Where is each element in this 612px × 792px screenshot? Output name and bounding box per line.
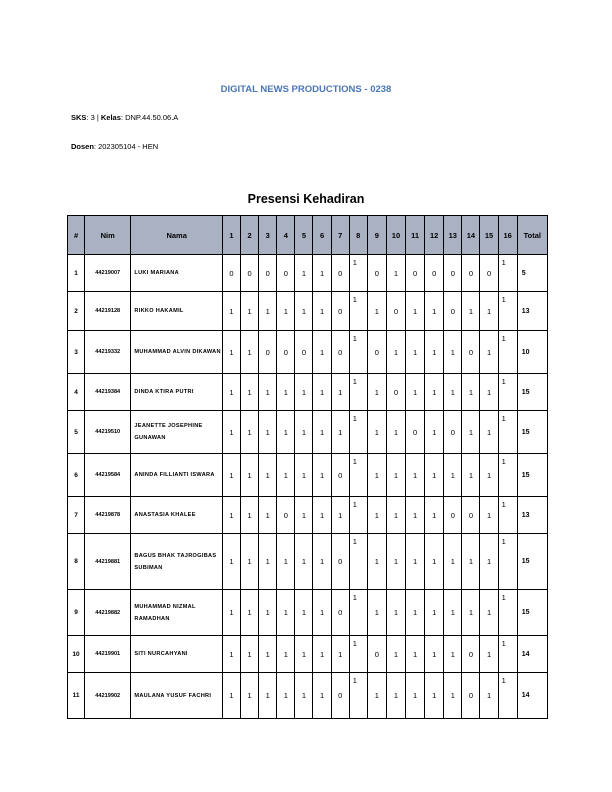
- attendance-cell: 1: [386, 534, 405, 590]
- table-row: [68, 497, 548, 534]
- student-nim: 44219510: [85, 411, 131, 454]
- column-header: Total: [517, 216, 547, 255]
- attendance-cell: 0: [277, 331, 295, 374]
- attendance-cell: 0: [462, 497, 480, 534]
- dosen-value: : 202305104 - HEN: [93, 142, 159, 151]
- attendance-cell: 1: [462, 374, 480, 411]
- table-row: [68, 673, 548, 719]
- attendance-cell: 1: [386, 590, 405, 636]
- attendance-cell: 1: [222, 534, 240, 590]
- attendance-cell: 1: [349, 411, 367, 454]
- attendance-cell: 1: [222, 454, 240, 497]
- attendance-cell: 1: [295, 374, 313, 411]
- attendance-cell: 1: [241, 374, 259, 411]
- attendance-cell: 1: [295, 292, 313, 331]
- table-body: [68, 255, 548, 719]
- row-number: 11: [68, 673, 85, 719]
- student-name: SITI NURCAHYANI: [131, 636, 223, 673]
- attendance-cell: 0: [331, 673, 349, 719]
- attendance-cell: 1: [349, 292, 367, 331]
- attendance-cell: 0: [462, 673, 480, 719]
- attendance-cell: 1: [277, 636, 295, 673]
- attendance-cell: 0: [295, 331, 313, 374]
- attendance-cell: 1: [386, 411, 405, 454]
- attendance-cell: 1: [406, 636, 425, 673]
- attendance-cell: 1: [425, 497, 444, 534]
- attendance-cell: 0: [367, 331, 386, 374]
- attendance-cell: 0: [444, 411, 462, 454]
- student-nim: 44219584: [85, 454, 131, 497]
- student-name: ANINDA FILLIANTI ISWARA: [131, 454, 223, 497]
- table-row: [68, 411, 548, 454]
- row-number: 5: [68, 411, 85, 454]
- attendance-total: 10: [517, 331, 547, 374]
- attendance-cell: 1: [222, 331, 240, 374]
- attendance-cell: 0: [222, 255, 240, 292]
- attendance-cell: 1: [425, 411, 444, 454]
- attendance-cell: 1: [313, 590, 331, 636]
- student-name: BAGUS BHAK TAJROGIBAS SUBIMAN: [131, 534, 223, 590]
- attendance-cell: 1: [406, 497, 425, 534]
- attendance-cell: 1: [313, 534, 331, 590]
- attendance-cell: 1: [331, 374, 349, 411]
- attendance-cell: 1: [498, 590, 517, 636]
- attendance-cell: 1: [349, 331, 367, 374]
- column-header: 6: [313, 216, 331, 255]
- attendance-cell: 1: [349, 454, 367, 497]
- attendance-total: 15: [517, 411, 547, 454]
- attendance-cell: 1: [386, 673, 405, 719]
- attendance-cell: 1: [241, 292, 259, 331]
- attendance-cell: 1: [259, 636, 277, 673]
- attendance-cell: 1: [295, 590, 313, 636]
- column-header: 5: [295, 216, 313, 255]
- student-nim: 44219881: [85, 534, 131, 590]
- attendance-cell: 1: [406, 331, 425, 374]
- attendance-total: 14: [517, 673, 547, 719]
- attendance-total: 15: [517, 454, 547, 497]
- attendance-total: 14: [517, 636, 547, 673]
- attendance-cell: 1: [480, 292, 498, 331]
- attendance-cell: 1: [444, 331, 462, 374]
- attendance-cell: 0: [386, 292, 405, 331]
- column-header: 2: [241, 216, 259, 255]
- attendance-cell: 0: [331, 255, 349, 292]
- table-row: [68, 331, 548, 374]
- row-number: 6: [68, 454, 85, 497]
- table-row: [68, 292, 548, 331]
- attendance-cell: 1: [425, 454, 444, 497]
- attendance-cell: 1: [222, 636, 240, 673]
- attendance-cell: 1: [498, 331, 517, 374]
- attendance-cell: 1: [313, 374, 331, 411]
- attendance-cell: 1: [331, 497, 349, 534]
- attendance-cell: 1: [386, 454, 405, 497]
- row-number: 10: [68, 636, 85, 673]
- attendance-cell: 0: [331, 454, 349, 497]
- attendance-cell: 0: [259, 331, 277, 374]
- attendance-cell: 1: [386, 497, 405, 534]
- attendance-cell: 1: [386, 636, 405, 673]
- student-name: JEANETTE JOSEPHINE GUNAWAN: [131, 411, 223, 454]
- attendance-cell: 0: [406, 255, 425, 292]
- attendance-cell: 0: [444, 292, 462, 331]
- attendance-cell: 1: [386, 331, 405, 374]
- attendance-cell: 1: [295, 673, 313, 719]
- column-header: Nim: [85, 216, 131, 255]
- attendance-cell: 1: [480, 534, 498, 590]
- attendance-total: 15: [517, 590, 547, 636]
- attendance-cell: 1: [241, 331, 259, 374]
- attendance-cell: 1: [444, 534, 462, 590]
- attendance-cell: 1: [259, 590, 277, 636]
- section-title: Presensi Kehadiran: [247, 192, 365, 206]
- column-header: 13: [444, 216, 462, 255]
- attendance-cell: 1: [406, 454, 425, 497]
- attendance-cell: 1: [313, 636, 331, 673]
- attendance-cell: 1: [295, 497, 313, 534]
- attendance-cell: 1: [331, 411, 349, 454]
- column-header: 8: [349, 216, 367, 255]
- attendance-cell: 1: [313, 255, 331, 292]
- course-info-line: [71, 113, 178, 122]
- table-row: [68, 534, 548, 590]
- attendance-cell: 1: [241, 673, 259, 719]
- attendance-cell: 1: [349, 374, 367, 411]
- attendance-cell: 1: [444, 374, 462, 411]
- attendance-cell: 1: [498, 673, 517, 719]
- attendance-cell: 1: [425, 292, 444, 331]
- attendance-cell: 1: [480, 411, 498, 454]
- row-number: 3: [68, 331, 85, 374]
- column-header: 11: [406, 216, 425, 255]
- student-name: MUHAMMAD ALVIN DIKAWAN: [131, 331, 223, 374]
- row-number: 8: [68, 534, 85, 590]
- attendance-cell: 1: [462, 534, 480, 590]
- attendance-cell: 1: [444, 590, 462, 636]
- attendance-cell: 1: [425, 636, 444, 673]
- attendance-cell: 1: [259, 534, 277, 590]
- attendance-cell: 1: [277, 454, 295, 497]
- attendance-cell: 0: [425, 255, 444, 292]
- attendance-cell: 1: [295, 636, 313, 673]
- attendance-cell: 1: [241, 411, 259, 454]
- student-name: DINDA KTIRA PUTRI: [131, 374, 223, 411]
- attendance-cell: 1: [222, 590, 240, 636]
- attendance-table: [67, 215, 548, 719]
- kelas-label: Kelas: [100, 113, 121, 122]
- attendance-cell: 1: [480, 331, 498, 374]
- attendance-cell: 1: [222, 673, 240, 719]
- attendance-cell: 1: [406, 590, 425, 636]
- attendance-cell: 0: [386, 374, 405, 411]
- attendance-cell: 1: [367, 590, 386, 636]
- attendance-cell: 1: [406, 673, 425, 719]
- attendance-cell: 1: [241, 454, 259, 497]
- attendance-cell: 1: [349, 534, 367, 590]
- row-number: 2: [68, 292, 85, 331]
- attendance-cell: 1: [425, 673, 444, 719]
- attendance-cell: 1: [295, 534, 313, 590]
- attendance-cell: 1: [367, 374, 386, 411]
- student-nim: 44219882: [85, 590, 131, 636]
- attendance-cell: 1: [367, 292, 386, 331]
- attendance-cell: 0: [406, 411, 425, 454]
- column-header: 9: [367, 216, 386, 255]
- attendance-cell: 1: [480, 590, 498, 636]
- attendance-cell: 1: [462, 454, 480, 497]
- attendance-cell: 1: [462, 292, 480, 331]
- attendance-cell: 1: [444, 454, 462, 497]
- table-row: [68, 374, 548, 411]
- student-name: LUKI MARIANA: [131, 255, 223, 292]
- attendance-total: 15: [517, 534, 547, 590]
- row-number: 7: [68, 497, 85, 534]
- attendance-cell: 1: [241, 534, 259, 590]
- attendance-cell: 1: [222, 374, 240, 411]
- attendance-cell: 1: [425, 590, 444, 636]
- attendance-cell: 1: [367, 411, 386, 454]
- attendance-total: 13: [517, 292, 547, 331]
- attendance-cell: 0: [462, 255, 480, 292]
- course-title: DIGITAL NEWS PRODUCTIONS - 0238: [220, 84, 392, 95]
- attendance-cell: 1: [313, 331, 331, 374]
- attendance-cell: 0: [331, 331, 349, 374]
- attendance-cell: 1: [349, 673, 367, 719]
- attendance-cell: 1: [444, 636, 462, 673]
- attendance-cell: 1: [498, 374, 517, 411]
- attendance-cell: 1: [277, 292, 295, 331]
- attendance-cell: 1: [462, 411, 480, 454]
- student-nim: 44219384: [85, 374, 131, 411]
- student-nim: 44219878: [85, 497, 131, 534]
- attendance-cell: 1: [444, 673, 462, 719]
- attendance-cell: 1: [277, 411, 295, 454]
- attendance-cell: 0: [462, 636, 480, 673]
- attendance-cell: 1: [367, 497, 386, 534]
- sks-label: SKS: [71, 113, 87, 122]
- attendance-cell: 0: [277, 497, 295, 534]
- row-number: 1: [68, 255, 85, 292]
- sks-value: : 3 |: [86, 113, 101, 122]
- column-header: 12: [425, 216, 444, 255]
- student-name: RIKKO HAKAMIL: [131, 292, 223, 331]
- attendance-cell: 1: [367, 534, 386, 590]
- attendance-total: 15: [517, 374, 547, 411]
- attendance-cell: 0: [480, 255, 498, 292]
- attendance-cell: 0: [462, 331, 480, 374]
- column-header: 1: [222, 216, 240, 255]
- column-header: 10: [386, 216, 405, 255]
- attendance-cell: 1: [480, 454, 498, 497]
- attendance-cell: 1: [462, 590, 480, 636]
- attendance-cell: 1: [480, 673, 498, 719]
- attendance-cell: 1: [277, 590, 295, 636]
- attendance-cell: 1: [406, 534, 425, 590]
- attendance-cell: 0: [367, 636, 386, 673]
- attendance-cell: 1: [425, 534, 444, 590]
- attendance-cell: 1: [367, 454, 386, 497]
- attendance-cell: 1: [498, 534, 517, 590]
- attendance-cell: 1: [349, 590, 367, 636]
- attendance-cell: 1: [386, 255, 405, 292]
- student-nim: 44219007: [85, 255, 131, 292]
- attendance-cell: 1: [259, 374, 277, 411]
- attendance-cell: 1: [277, 534, 295, 590]
- attendance-cell: 1: [425, 374, 444, 411]
- attendance-cell: 1: [367, 673, 386, 719]
- attendance-cell: 1: [406, 292, 425, 331]
- column-header: #: [68, 216, 85, 255]
- student-name: MUHAMMAD NIZMAL RAMADHAN: [131, 590, 223, 636]
- attendance-cell: 0: [241, 255, 259, 292]
- attendance-cell: 0: [444, 255, 462, 292]
- attendance-cell: 0: [331, 590, 349, 636]
- column-header: 16: [498, 216, 517, 255]
- attendance-cell: 1: [406, 374, 425, 411]
- column-header: 3: [259, 216, 277, 255]
- attendance-cell: 1: [313, 673, 331, 719]
- attendance-cell: 1: [222, 411, 240, 454]
- attendance-cell: 1: [480, 374, 498, 411]
- table-row: [68, 255, 548, 292]
- lecturer-line: [71, 142, 158, 151]
- kelas-value: : DNP.44.50.06.A: [120, 113, 179, 122]
- attendance-cell: 1: [498, 292, 517, 331]
- student-name: ANASTASIA KHALEE: [131, 497, 223, 534]
- attendance-cell: 1: [259, 292, 277, 331]
- column-header: 7: [331, 216, 349, 255]
- attendance-cell: 1: [313, 454, 331, 497]
- attendance-cell: 1: [349, 497, 367, 534]
- attendance-total: 13: [517, 497, 547, 534]
- attendance-cell: 1: [277, 673, 295, 719]
- column-header: 14: [462, 216, 480, 255]
- attendance-cell: 0: [444, 497, 462, 534]
- row-number: 4: [68, 374, 85, 411]
- attendance-cell: 1: [425, 331, 444, 374]
- attendance-cell: 1: [295, 255, 313, 292]
- attendance-cell: 0: [331, 534, 349, 590]
- attendance-cell: 1: [222, 292, 240, 331]
- attendance-cell: 1: [498, 636, 517, 673]
- attendance-cell: 1: [241, 497, 259, 534]
- table-header-row: [68, 216, 548, 255]
- attendance-cell: 1: [259, 497, 277, 534]
- column-header: 15: [480, 216, 498, 255]
- attendance-cell: 1: [295, 454, 313, 497]
- attendance-cell: 1: [295, 411, 313, 454]
- attendance-cell: 1: [241, 636, 259, 673]
- attendance-cell: 1: [498, 411, 517, 454]
- dosen-label: Dosen: [71, 142, 94, 151]
- attendance-cell: 1: [349, 636, 367, 673]
- attendance-cell: 1: [349, 255, 367, 292]
- attendance-cell: 1: [222, 497, 240, 534]
- column-header: Nama: [131, 216, 223, 255]
- attendance-total: 5: [517, 255, 547, 292]
- attendance-cell: 1: [259, 673, 277, 719]
- attendance-cell: 1: [313, 411, 331, 454]
- row-number: 9: [68, 590, 85, 636]
- attendance-cell: 1: [313, 292, 331, 331]
- table-row: [68, 590, 548, 636]
- student-nim: 44219332: [85, 331, 131, 374]
- attendance-cell: 1: [313, 497, 331, 534]
- attendance-cell: 1: [498, 255, 517, 292]
- attendance-cell: 1: [498, 497, 517, 534]
- student-name: MAULANA YUSUF FACHRI: [131, 673, 223, 719]
- attendance-cell: 1: [498, 454, 517, 497]
- student-nim: 44219901: [85, 636, 131, 673]
- table-row: [68, 636, 548, 673]
- student-nim: 44219902: [85, 673, 131, 719]
- attendance-cell: 0: [259, 255, 277, 292]
- table-row: [68, 454, 548, 497]
- attendance-cell: 1: [480, 636, 498, 673]
- attendance-cell: 1: [259, 454, 277, 497]
- attendance-cell: 0: [367, 255, 386, 292]
- attendance-cell: 1: [241, 590, 259, 636]
- attendance-cell: 0: [331, 292, 349, 331]
- attendance-cell: 1: [331, 636, 349, 673]
- attendance-cell: 1: [480, 497, 498, 534]
- column-header: 4: [277, 216, 295, 255]
- student-nim: 44219128: [85, 292, 131, 331]
- attendance-cell: 1: [277, 374, 295, 411]
- attendance-cell: 0: [277, 255, 295, 292]
- attendance-cell: 1: [259, 411, 277, 454]
